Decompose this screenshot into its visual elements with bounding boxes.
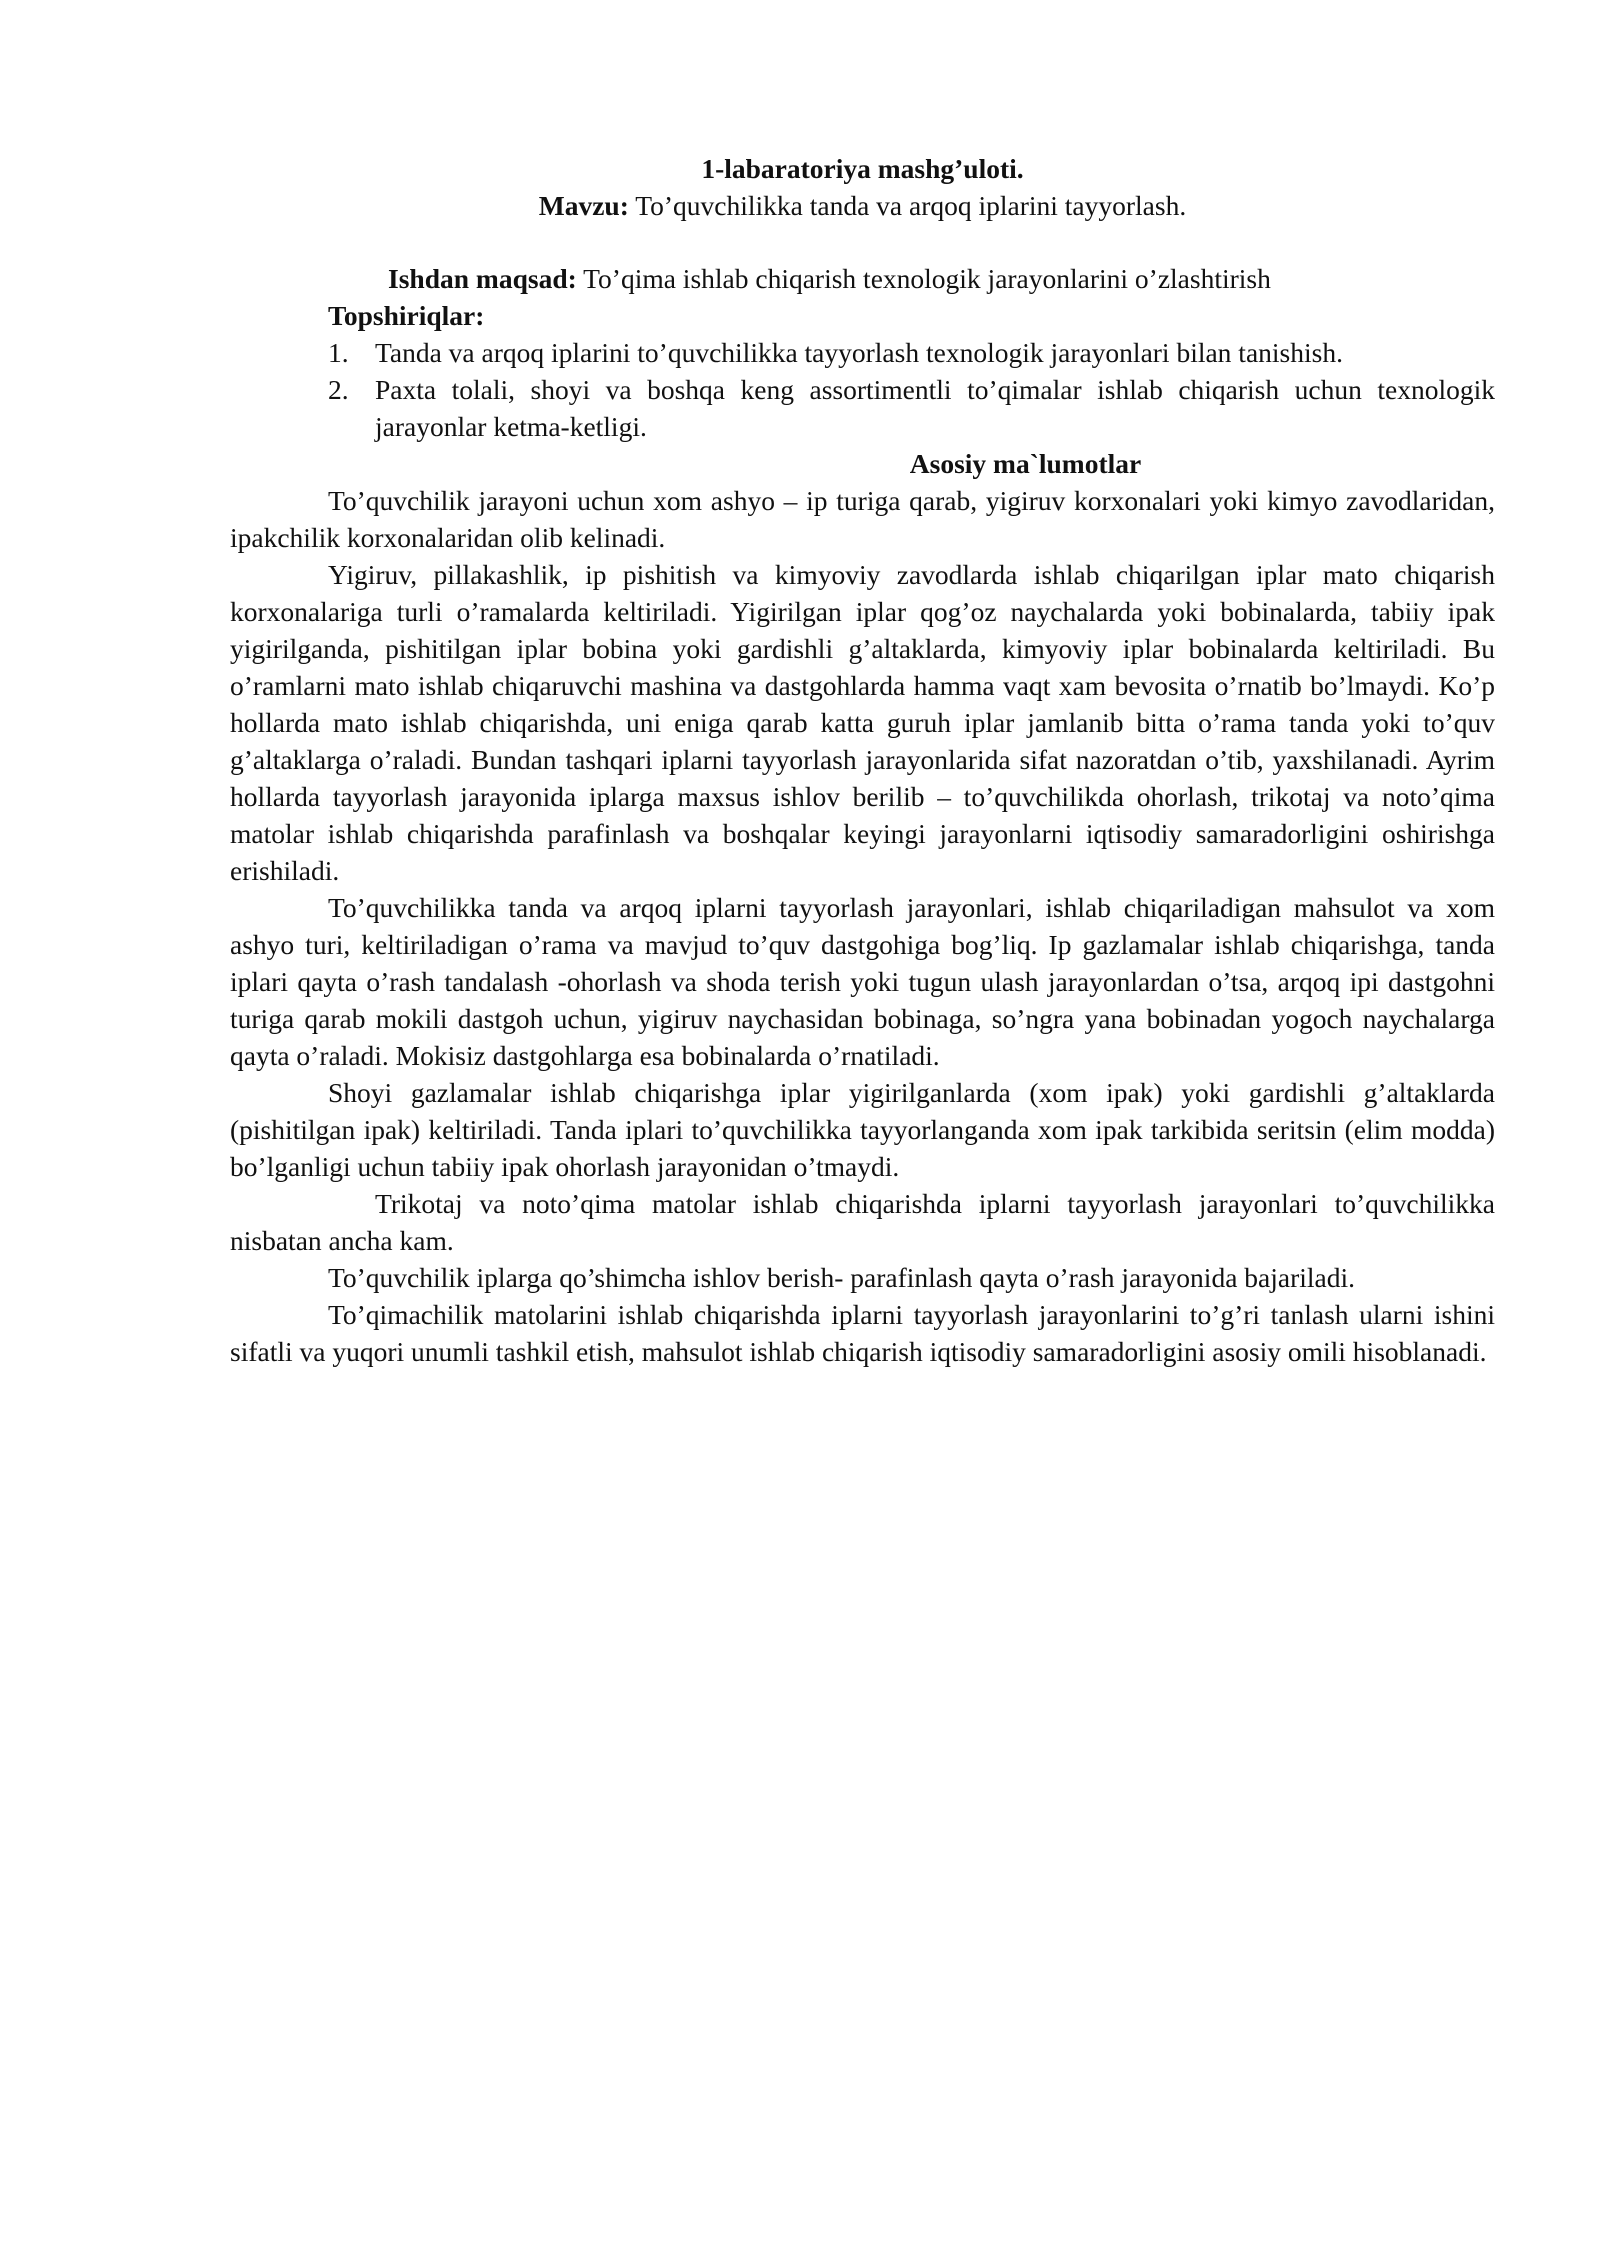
- topic-text: To’quvchilikka tanda va arqoq iplarini tayyorlash.: [628, 190, 1187, 221]
- goal-text: To’qima ishlab chiqarish texnologik jarayonlarini o’zlashtirish: [576, 263, 1271, 294]
- document-title: 1-labaratoriya mashg’uloti.: [701, 153, 1024, 184]
- paragraph: Trikotaj va noto’qima matolar ishlab chiqarishda iplarni tayyorlash jarayonlari to’quvchilikka nisbatan ancha kam.: [230, 1188, 1495, 1256]
- paragraph: Shoyi gazlamalar ishlab chiqarishga iplar yigirilganlarda (xom ipak) yoki gardishli g’altaklarda (pishitilgan ipak) keltiriladi. Tanda iplari to’quvchilikka tayyorlanganda xom ipak tarkibida seritsin (elim modda) bo’lganligi uchun tabiiy ipak ohorlash jarayonidan o’tmaydi.: [230, 1077, 1495, 1182]
- goal-label: Ishdan maqsad:: [388, 263, 577, 294]
- paragraph: Yigiruv, pillakashlik, ip pishitish va kimyoviy zavodlarda ishlab chiqarilgan iplar mato chiqarish korxonalariga turli o’ramalarda keltiriladi. Yigirilgan iplar qog’oz naychalarda yoki bobinalarda, tabiiy ipak yigirilganda, pishitilgan iplar bobina yoki gardishli g’altaklarda, kimyoviy iplar bobinalarda keltiriladi. Bu o’ramlarni mato ishlab chiqaruvchi mashina va dastgohlarda hamma vaqt xam bevosita o’rnatib bo’lmaydi. Ko’p hollarda mato ishlab chiqarishda, uni eniga qarab katta guruh iplar jamlanib bitta o’rama tanda yoki to’quv g’altaklarga o’raladi. Bundan tashqari iplarni tayyorlash jarayonlarida sifat nazoratdan o’tib, yaxshilanadi. Ayrim hollarda tayyorlash jarayonida iplarga maxsus ishlov berilib – to’quvchilikda ohorlash, trikotaj va noto’qima matolar ishlab chiqarishda parafinlash va boshqalar keyingi jarayonlarni iqtisodiy samaradorligini oshirishga erishiladi.: [230, 559, 1495, 886]
- paragraph: To’quvchilik iplarga qo’shimcha ishlov berish- parafinlash qayta o’rash jarayonida bajariladi.: [328, 1262, 1355, 1293]
- paragraph: To’quvchilik jarayoni uchun xom ashyo – ip turiga qarab, yigiruv korxonalari yoki kimyo zavodlaridan, ipakchilik korxonalaridan olib kelinadi.: [230, 485, 1495, 553]
- paragraph: To’qimachilik matolarini ishlab chiqarishda iplarni tayyorlash jarayonlarini to’g’ri tanlash ularni ishini sifatli va yuqori unumli tashkil etish, mahsulot ishlab chiqarish iqtisodiy samaradorligini asosiy omili hisoblanadi.: [230, 1299, 1495, 1367]
- task-text: Tanda va arqoq iplarini to’quvchilikka tayyorlash texnologik jarayonlari bilan tanishish.: [375, 337, 1343, 368]
- tasks-heading: Topshiriqlar:: [328, 300, 485, 331]
- section-heading: Asosiy ma`lumotlar: [909, 448, 1142, 479]
- goal-line: [230, 260, 1495, 297]
- paragraph: To’quvchilikka tanda va arqoq iplarni tayyorlash jarayonlari, ishlab chiqariladigan mahsulot va xom ashyo turi, keltiriladigan o’rama va mavjud to’quv dastgohiga bog’liq. Ip gazlamalar ishlab chiqarishga, tanda iplari qayta o’rash tandalash -ohorlash va shoda terish yoki tugun ulash jarayonlardan o’tsa, arqoq ipi dastgohni turiga qarab mokili dastgoh uchun, yigiruv naychasidan bobinaga, so’ngra yana bobinadan yogoch naychalarga qayta o’raladi. Mokisiz dastgohlarga esa bobinalarda o’rnatiladi.: [230, 892, 1495, 1071]
- task-item: [230, 371, 1495, 445]
- document-page: [230, 150, 1495, 1370]
- task-item: [230, 334, 1495, 371]
- tasks-list: [230, 334, 1495, 445]
- topic-line: [230, 187, 1495, 224]
- task-number: 2.: [328, 374, 349, 405]
- task-text: Paxta tolali, shoyi va boshqa keng assortimentli to’qimalar ishlab chiqarish uchun texnologik jarayonlar ketma-ketligi.: [375, 374, 1495, 442]
- topic-label: Mavzu:: [538, 190, 629, 221]
- task-number: 1.: [328, 337, 349, 368]
